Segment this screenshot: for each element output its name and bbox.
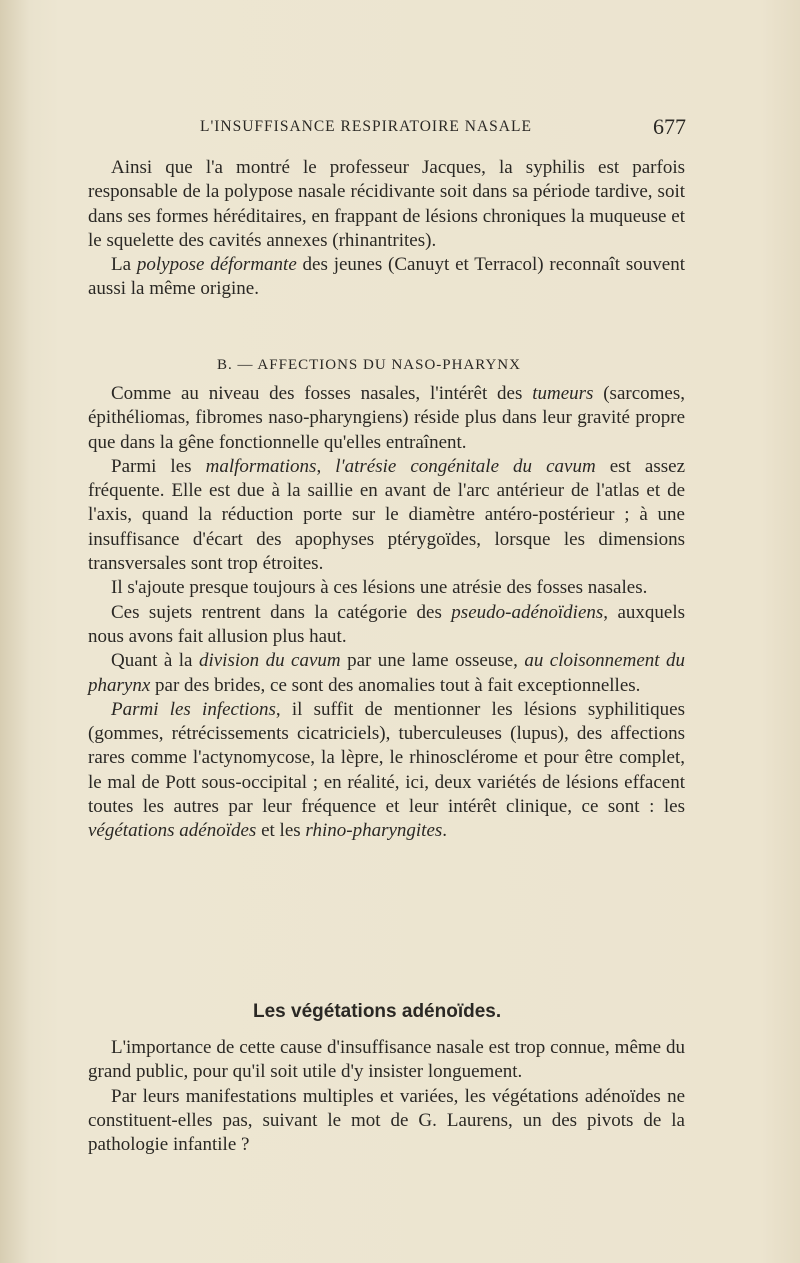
paragraph: Quant à la division du cavum par une lame osseuse, au cloisonnement du pharynx par des brides, ce sont des anomalies tout à fait exceptionnelles.	[88, 650, 685, 696]
paragraph: Ainsi que l'a montré le professeur Jacques, la syphilis est parfois responsable de la polypose nasale récidivante soit dans sa période tardive, soit dans ses formes héréditaires, en frappant de lésions chroniques la muqueuse et le squelette des cavités annexes (rhinantrites).	[88, 157, 685, 251]
text-block-vegetations	[88, 1036, 685, 1157]
paragraph: Ces sujets rentrent dans la catégorie des pseudo-adénoïdiens, auxquels nous avons fait allusion plus haut.	[88, 601, 685, 647]
running-title: L'INSUFFISANCE RESPIRATOIRE NASALE	[200, 118, 532, 135]
page-number: 677	[653, 114, 686, 139]
paragraph: Parmi les infections, il suffit de mentionner les lésions syphilitiques (gommes, rétrécissements cicatriciels), tuberculeuses (lupus), des affections rares comme l'actynomycose, la lèpre, le rhinosclérome et pour être complet, le mal de Pott sous-occipital ; en réalité, ici, deux variétés de lésions effacent toutes les autres par leur fréquence et leur intérêt clinique, ce sont : les végétations adénoïdes et les rhino-pharyngites.	[88, 698, 685, 842]
running-header	[200, 114, 686, 139]
section-heading: Les végétations adénoïdes.	[253, 1001, 502, 1022]
paragraph: Il s'ajoute presque toujours à ces lésions une atrésie des fosses nasales.	[111, 577, 648, 599]
paragraph: Parmi les malformations, l'atrésie congénitale du cavum est assez fréquente. Elle est due à la saillie en avant de l'arc antérieur de l'atlas et de l'axis, quand la réduction porte sur le diamètre antéro-postérieur ; à une insuffisance d'écart des apophyses ptérygoïdes, lorsque les dimensions transversales sont trop étroites.	[88, 455, 685, 575]
paragraph: L'importance de cette cause d'insuffisance nasale est trop connue, même du grand public, pour qu'il soit utile d'y insister longuement.	[88, 1037, 685, 1083]
paragraph: La polypose déformante des jeunes (Canuyt et Terracol) reconnaît souvent aussi la même origine.	[88, 254, 686, 300]
section-title: B. — AFFECTIONS DU NASO-PHARYNX	[217, 357, 521, 373]
text-block-syphilis	[88, 156, 685, 302]
paragraph: Comme au niveau des fosses nasales, l'intérêt des tumeurs (sarcomes, épithéliomas, fibromes naso-pharyngiens) réside plus dans leur gravité propre que dans la gêne fonctionnelle qu'elles entraînent.	[88, 383, 686, 453]
paragraph: Par leurs manifestations multiples et variées, les végétations adénoïdes ne constituent-elles pas, suivant le mot de G. Laurens, un des pivots de la pathologie infantile ?	[88, 1085, 685, 1156]
text-block-naso-pharynx	[88, 382, 685, 844]
